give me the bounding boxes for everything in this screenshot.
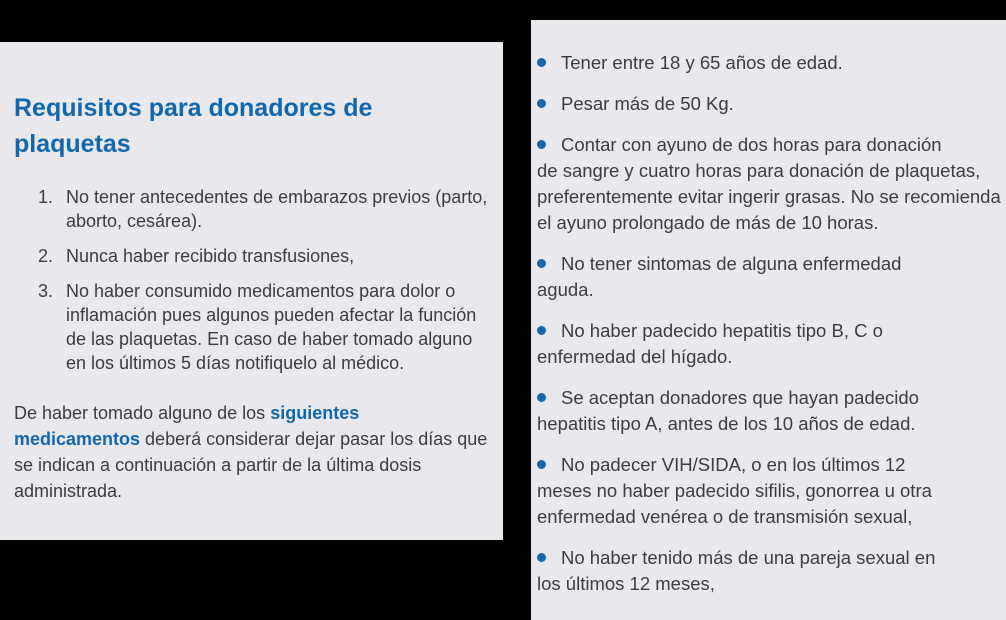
list-item [537, 50, 1006, 76]
list-item-text: Nunca haber recibido transfusiones, [66, 246, 355, 266]
requirements-list [14, 185, 489, 375]
bullet-icon [537, 99, 546, 108]
medication-note [14, 400, 489, 504]
list-item-number: 1. [38, 187, 54, 207]
list-item [14, 244, 489, 268]
bullet-icon [537, 259, 546, 268]
bullet-text-first: No tener sintomas de alguna enfermedad [561, 253, 902, 274]
list-item-text: No tener antecedentes de embarazos previos (parto, aborto, cesárea). [66, 187, 488, 231]
page-title: Requisitos para donadores de plaquetas [14, 94, 373, 158]
bullet-text-first: Tener entre 18 y 65 años de edad. [561, 52, 843, 73]
bullet-text-first: No haber tenido más de una pareja sexual en [561, 547, 936, 568]
bullet-icon [537, 326, 546, 335]
bullet-text-rest: hepatitis tipo A, antes de los 10 años de edad. [537, 413, 916, 434]
bullet-text-rest: enfermedad del hígado. [537, 346, 733, 367]
left-panel [0, 42, 503, 540]
bullet-text-rest: los últimos 12 meses, [537, 573, 715, 594]
list-item [14, 185, 489, 233]
requirements-bullet-list [537, 50, 1006, 597]
bullet-text-rest: aguda. [537, 279, 594, 300]
bullet-text-first: No haber padecido hepatitis tipo B, C o [561, 320, 883, 341]
bullet-icon [537, 58, 546, 67]
right-panel [531, 20, 1006, 620]
list-item [537, 132, 1006, 236]
list-item [537, 452, 1006, 530]
bullet-icon [537, 393, 546, 402]
medications-link[interactable]: siguientes medicamentos [14, 403, 360, 449]
bullet-text-rest: meses no haber padecido sifilis, gonorrea u otra enfermedad venérea o de transmisión sexual, [537, 480, 932, 527]
list-item [537, 318, 1006, 370]
list-item [14, 279, 489, 375]
list-item-number: 2. [38, 246, 54, 266]
list-item [537, 251, 1006, 303]
bullet-icon [537, 553, 546, 562]
bullet-text-first: Se aceptan donadores que hayan padecido [561, 387, 919, 408]
bullet-text-first: No padecer VIH/SIDA, o en los últimos 12 [561, 454, 906, 475]
list-item [537, 91, 1006, 117]
list-item-number: 3. [38, 281, 54, 301]
bullet-text-first: Contar con ayuno de dos horas para donación [561, 134, 942, 155]
bullet-text-rest: de sangre y cuatro horas para donación de plaquetas, preferentemente evitar ingerir grasas. No se recomienda el ayuno prolongado de más de 10 horas. [537, 160, 1001, 233]
note-suffix: deberá considerar dejar pasar los días que se indican a continuación a partir de la última dosis administrada. [14, 429, 488, 501]
list-item [537, 545, 1006, 597]
bullet-icon [537, 460, 546, 469]
bullet-text-first: Pesar más de 50 Kg. [561, 93, 734, 114]
list-item-text: No haber consumido medicamentos para dolor o inflamación pues algunos pueden afectar la función de las plaquetas. En caso de haber tomado alguno en los últimos 5 días notifiquelo al médico. [66, 281, 477, 373]
list-item [537, 385, 1006, 437]
note-prefix: De haber tomado alguno de los [14, 403, 271, 423]
bullet-icon [537, 140, 546, 149]
